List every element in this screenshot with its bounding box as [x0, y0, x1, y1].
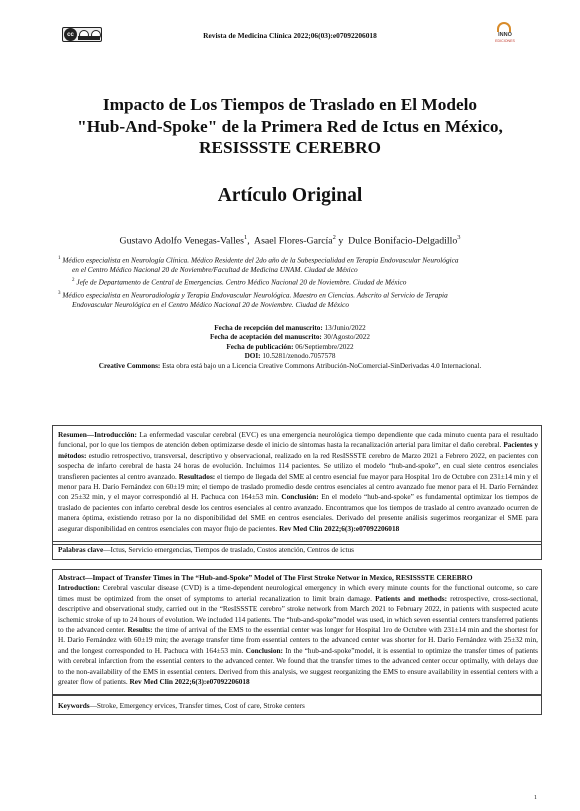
author-name: Asael Flores-García — [254, 235, 333, 247]
accepted-date: 30/Agosto/2022 — [323, 333, 370, 342]
cc-icon: cc — [64, 28, 77, 41]
affiliation: $^2$ Jefe de Departamento de Central de Emergencias. Centro Médico Nacional 20 de Noviembre. Ciudad de México — [72, 277, 407, 287]
keywords-en: Keywords—Stroke, Emergency ervices, Transfer times, Cost of care, Stroke centers — [58, 701, 305, 710]
author-list: Gustavo Adolfo Venegas-Valles$^1$, Asael Flores-García$^2$ y Dulce Bonifacio-Delgadillo$^3$ — [119, 234, 461, 247]
received-date: 13/Junio/2022 — [324, 324, 366, 332]
article-type: Artículo Original — [217, 185, 363, 206]
license-text: Esta obra está bajo un a Licencia Creative Commons Atribución-NoComercial-SinDerivadas 4.0 Internacional. — [162, 361, 482, 370]
title-line: "Hub-And-Spoke" de la Primera Red de Ictus en México, — [77, 116, 503, 136]
author-name: Gustavo Adolfo Venegas-Valles — [119, 235, 244, 247]
doi-link[interactable]: 10.5281/zenodo.7057578 — [262, 352, 336, 361]
keywords-es: Palabras clave—Ictus, Servicio emergencias, Tiempos de traslado, Costos atención, Centros de ictus — [58, 545, 354, 554]
publisher-logo-sub: EDICIONES — [495, 39, 515, 43]
affiliation: $^3$ Médico especialista en Neuroradiología y Terapia Endovascular Neurológica. Maestro en Ciencias. Adscrito al Servicio de Terapia Endovascular Neurológica en el Centro Médico Nacional 20 de Noviembre. Ciudad de México — [58, 290, 448, 310]
abstract-es: Resumen—Introducción: La enfermedad vascular cerebral (EVC) es una emergencia neurológica tiempo dependiente que cada minuto cuenta para el resultado funcional, por lo que los tiempos de atención deben optimizarse desde el inicio de síntomas hasta la recanalización arterial para limitar el daño cerebral. Pacientes y métodos: estudio retrospectivo, transversal, descriptivo y observacional, realizado en la red ResISSSTE cerebro de Marzo 2021 a Febrero 2022, en pacientes con sospecha de infarto cerebral de hasta 24 horas de evolución. Incluimos 114 pacientes. Se utilizo el modelo “hub-and-spoke”, en cual siete centros esenciales transfieren pacientes al centro avanzado. Resultados: el tiempo de llegada del SME al centro esencial fue mayor para Hospital 1ro de Octubre con 231±14 min y el menor para H. Darío Fernández con 60±19 min; el tiempo de traslado promedio desde centros esenciales al centro avanzado fue menor para el H. Darío Fernández con 25±32 min, y el mayor correspondió al H. Pachuca con 164±53 min. Conclusión: En el modelo “hub-and-spoke” es fundamental optimizar los tiempos de traslado de pacientes con infarto cerebral desde los centros esenciales al centro avanzado. Encontramos que los tiempos de traslado al centro avanzado ocurren de manera óptima, existiendo retraso por la no disponibilidad del SME en centros esenciales. Derivado del presente análisis sugerimos reorganizar el SME para asegurar disponibilidad en centros esenciales con mayor flujo de pacientes. Rev Med Clin 2022;6(3):e07092206018 — [58, 430, 538, 533]
publisher-logo-text: INNO — [498, 32, 512, 38]
published-date: 06/Septiembre/2022 — [295, 342, 354, 351]
title-line: RESISSSTE CEREBRO — [198, 138, 381, 157]
publication-dates: Fecha de recepción del manuscrito: 13/Junio/2022 Fecha de aceptación del manuscrito: 30/Agosto/2022 Fecha de publicación: 06/Septiembre/2022 DOI: 10.5281/zenodo.7057578 Creative Commons: Esta obra está bajo un a Licencia Creative Commons Atribución-NoComercial-SinDerivadas 4.0 Internacional. — [98, 324, 482, 370]
abstract-en: Abstract—Impact of Transfer Times in The “Hub-and-Spoke” Model of The First Stroke Networ in Mexico, RESISSSTE CEREBRO Introduction: Cerebral vascular disease (CVD) is a time-dependent neurological emergency in which every minute counts for the functional outcome, so care times must be optimized from the onset of symptoms to arterial recanalization to limit brain damage. Patients and methods: retrospective, cross-sectional, descriptive and observational study, carried out in the “ResISSSTE cerebro” stroke network from March 2021 to February 2022, in patients with suspected acute ischemic stroke of up to 24 hours of evolution. We included 114 patients. The “hub-and-spoke”model was used, in which seven essential centers transferred patients to the advanced center. Results: the time of arrival of the EMS to the essential center was longer for Hospital 1ro de Octubre with 231±14 min and the shortest for H. Darío Fernández with 60±19 min; the average transfer time from essential centers to the advanced center was shorter for H. Darío Fernández with 25±32 min, and the longest corresponded to H. Pachuca with 164±53 min. Conclusion: In the “hub-and-spoke”model, it is essential to optimize the transfer times of patients with cerebral infarction from the essential centers to the advanced center. We found that the transfer times to the advanced center occur optimally, with delays due to the non-availability of the EMS in essential centers. Derived from this analysis, we suggest reorganizing the EMS to ensure availability in essential centers with a greater flow of patients. Rev Med Clin 2022;6(3):e07092206018 — [58, 573, 538, 687]
page-number: 1 — [534, 795, 537, 801]
title-line: Impacto de Los Tiempos de Traslado en El Modelo — [102, 95, 478, 114]
publisher-logo — [492, 22, 518, 46]
citation: Rev Med Clin 2022;6(3):e07092206018 — [279, 523, 400, 533]
author-name: Dulce Bonifacio-Delgadillo — [348, 235, 458, 247]
article-title — [40, 94, 540, 159]
journal-reference: Revista de Medicina Clínica 2022;06(03):e07092206018 — [203, 31, 377, 40]
citation: Rev Med Clin 2022;6(3):e07092206018 — [129, 677, 250, 687]
affiliation: $^1$ Médico especialista en Neurología Clínica. Médico Residente del 2do año de la Subespecialidad en Terapia Endovascular Neurológica en el Centro Médico Nacional 20 de Noviembre/Facultad de Medicina UNAM. Ciudad de México — [58, 255, 459, 275]
affiliations — [58, 254, 528, 311]
